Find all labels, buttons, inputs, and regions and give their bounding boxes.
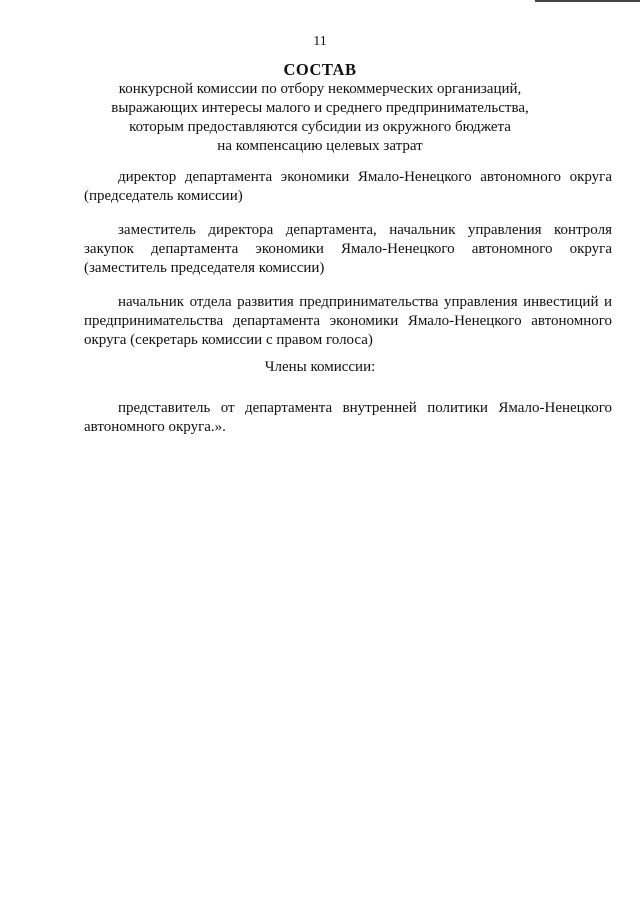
page-number: 11	[313, 34, 327, 49]
heading-line: конкурсной комиссии по отбору некоммерческих организаций,	[118, 81, 522, 97]
entry-line: (заместитель председателя комиссии)	[84, 260, 325, 276]
members-heading: Члены комиссии:	[264, 359, 376, 375]
entry-line: округа (секретарь комиссии с правом голоса)	[84, 332, 373, 348]
entry-line: заместитель директора департамента, начальник управления контроля	[118, 222, 612, 238]
heading-line: на компенсацию целевых затрат	[217, 138, 423, 154]
entry-line: (председатель комиссии)	[84, 188, 243, 204]
entry-line: предпринимательства департамента экономики Ямало-Ненецкого автономного	[84, 313, 612, 329]
entry-line: представитель от департамента внутренней политики Ямало-Ненецкого	[118, 400, 612, 416]
scan-edge-mark	[535, 0, 640, 2]
entry-line: начальник отдела развития предпринимательства управления инвестиций и	[118, 294, 612, 310]
entry-line: автономного округа.».	[84, 419, 226, 435]
document-heading	[0, 60, 640, 156]
commission-entry-deputy-chairman	[84, 221, 612, 278]
commission-entry-chairman	[84, 168, 612, 206]
commission-entry-member	[84, 399, 612, 437]
entry-line: закупок департамента экономики Ямало-Ненецкого автономного округа	[84, 241, 612, 257]
entry-line: директор департамента экономики Ямало-Ненецкого автономного округа	[118, 169, 612, 185]
commission-entry-secretary	[84, 293, 612, 350]
heading-title: СОСТАВ	[283, 60, 357, 79]
heading-line: выражающих интересы малого и среднего предпринимательства,	[111, 100, 529, 116]
heading-line: которым предоставляются субсидии из окружного бюджета	[129, 119, 511, 135]
